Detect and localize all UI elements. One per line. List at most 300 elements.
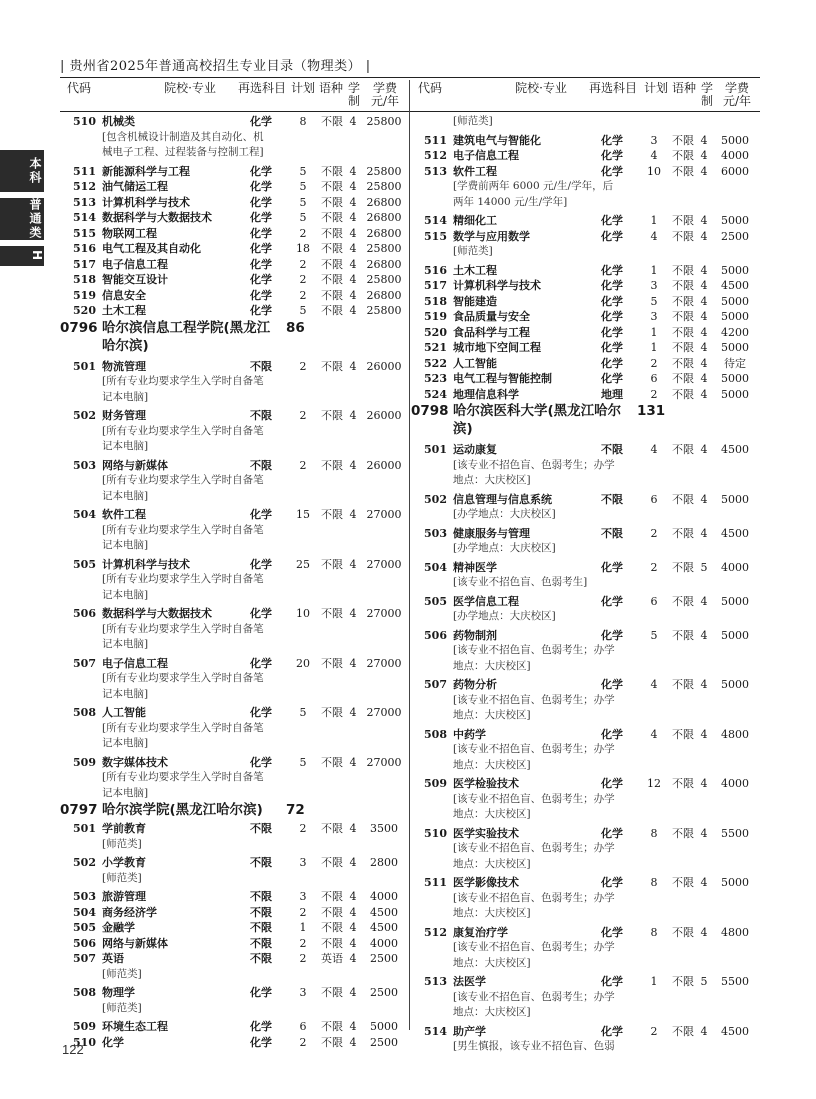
plan-count: 8 (650, 826, 658, 840)
major-note: 记本电脑] (102, 440, 149, 452)
major-row (411, 875, 760, 890)
plan-count: 1 (299, 921, 307, 934)
tuition-fee: 5000 (721, 387, 749, 401)
language: 不限 (672, 560, 694, 574)
major-name: 机械类 (102, 115, 135, 128)
col-school-major: 院校·专业 (515, 81, 567, 95)
required-subject: 化学 (601, 876, 623, 889)
years: 4 (349, 706, 357, 719)
language: 不限 (672, 628, 694, 642)
major-code: 516 (73, 242, 96, 255)
note-row (411, 1039, 760, 1054)
language: 不限 (672, 310, 694, 323)
major-name: 物联网工程 (102, 226, 157, 240)
language: 不限 (672, 975, 694, 988)
major-code: 501 (424, 443, 447, 456)
tuition-fee: 4000 (370, 936, 398, 950)
tuition-fee: 26800 (366, 211, 402, 224)
major-row (60, 1035, 408, 1050)
note-row (60, 1001, 408, 1016)
major-note: [所有专业均要求学生入学时自备笔 (102, 375, 264, 387)
language: 不限 (672, 356, 694, 370)
note-row (60, 967, 408, 982)
language: 不限 (321, 986, 343, 999)
major-name: 医学影像技术 (453, 876, 519, 889)
years: 5 (700, 975, 708, 988)
plan-count: 6 (650, 594, 658, 608)
plan-count: 5 (650, 628, 658, 642)
language: 不限 (321, 755, 343, 769)
major-note: [办学地点：大庆校区] (453, 508, 556, 520)
major-row (411, 594, 760, 609)
language: 不限 (672, 294, 694, 308)
major-name: 人工智能 (453, 356, 497, 370)
column-header-left (60, 80, 408, 110)
major-row (60, 705, 408, 720)
major-row (60, 359, 408, 374)
major-name: 财务管理 (102, 409, 146, 422)
note-row (411, 940, 760, 955)
plan-count: 1 (650, 214, 658, 227)
col-subject: 再选科目 (237, 81, 286, 95)
years: 4 (700, 492, 708, 506)
years: 4 (349, 921, 357, 934)
language: 不限 (672, 777, 694, 790)
major-name: 健康服务与管理 (453, 526, 530, 540)
major-name: 建筑电气与智能化 (453, 133, 541, 147)
language: 不限 (321, 921, 343, 934)
required-subject: 不限 (250, 890, 272, 903)
language: 不限 (672, 594, 694, 608)
page-number: 122 (62, 1042, 84, 1057)
years: 4 (349, 986, 357, 999)
note-row (60, 489, 408, 504)
plan-count: 25 (296, 557, 310, 571)
plan-count: 4 (650, 727, 658, 741)
required-subject: 不限 (250, 409, 272, 422)
plan-count: 2 (299, 905, 307, 919)
years: 4 (349, 359, 357, 373)
plan-count: 2 (299, 288, 307, 302)
tuition-fee: 5000 (721, 678, 749, 691)
required-subject: 化学 (601, 727, 623, 741)
note-row (411, 758, 760, 773)
major-name: 土木工程 (453, 263, 497, 277)
note-row (411, 841, 760, 856)
language: 不限 (672, 678, 694, 691)
major-note: [该专业不招色盲、色弱考生；办学 (453, 743, 615, 755)
language: 不限 (321, 905, 343, 919)
note-row (60, 572, 408, 587)
major-note: [包含机械设计制造及其自动化、机 (102, 130, 264, 143)
language: 不限 (321, 195, 343, 209)
note-row (411, 742, 760, 757)
language: 不限 (672, 341, 694, 354)
plan-count: 2 (650, 526, 658, 540)
major-row (411, 263, 760, 278)
language: 不限 (672, 149, 694, 162)
major-code: 505 (73, 557, 96, 571)
tuition-fee: 26000 (366, 458, 402, 472)
required-subject: 化学 (601, 1024, 623, 1038)
major-code: 520 (424, 325, 447, 339)
major-note: [该专业不招色盲、色弱考生；办学 (453, 990, 615, 1003)
note-row (411, 891, 760, 906)
major-row (411, 278, 760, 293)
major-row (411, 826, 760, 841)
years: 4 (349, 242, 357, 255)
required-subject: 化学 (601, 164, 623, 178)
major-note: [所有专业均要求学生入学时自备笔 (102, 523, 264, 536)
years: 4 (700, 372, 708, 385)
note-row (411, 179, 760, 194)
major-note: 地点：大庆校区] (453, 808, 531, 820)
col-years: 学 制 (347, 81, 360, 108)
major-note: 地点：大庆校区] (453, 474, 531, 486)
required-subject: 化学 (250, 242, 272, 255)
major-row (60, 226, 408, 241)
years: 4 (700, 133, 708, 147)
required-subject: 不限 (601, 526, 623, 540)
major-code: 506 (73, 936, 96, 950)
major-code: 506 (73, 607, 96, 620)
major-code: 524 (424, 387, 447, 401)
major-name: 药物制剂 (453, 628, 497, 642)
tuition-fee: 2500 (721, 229, 749, 243)
required-subject: 化学 (601, 133, 623, 147)
language: 不限 (672, 229, 694, 243)
major-name: 精细化工 (453, 214, 497, 227)
major-name: 中药学 (453, 727, 486, 741)
major-row (411, 213, 760, 228)
major-note: 地点：大庆校区] (453, 758, 531, 771)
major-name: 食品质量与安全 (453, 310, 530, 323)
major-row (60, 179, 408, 194)
required-subject: 化学 (601, 279, 623, 292)
language: 不限 (321, 936, 343, 950)
col-subject: 再选科目 (588, 81, 637, 95)
tuition-fee: 27000 (366, 706, 402, 719)
note-row (411, 708, 760, 723)
required-subject: 化学 (601, 263, 623, 277)
years: 4 (349, 890, 357, 903)
language: 不限 (321, 557, 343, 571)
required-subject: 化学 (601, 925, 623, 939)
tuition-fee: 4000 (370, 890, 398, 903)
years: 4 (700, 1024, 708, 1038)
col-lang: 语种 (671, 81, 696, 95)
major-row (411, 925, 760, 940)
plan-count: 2 (650, 1024, 658, 1038)
major-code: 507 (73, 656, 96, 670)
note-row (411, 990, 760, 1005)
major-row (411, 776, 760, 791)
major-code: 513 (73, 195, 96, 209)
major-row (411, 229, 760, 244)
tuition-fee: 4500 (721, 279, 749, 292)
major-row (411, 148, 760, 163)
plan-count: 2 (299, 822, 307, 835)
years: 4 (700, 678, 708, 691)
required-subject: 化学 (250, 1035, 272, 1049)
major-row (411, 371, 760, 386)
years: 4 (349, 211, 357, 224)
major-row (411, 1024, 760, 1039)
right-column (411, 114, 760, 1052)
major-name: 环境生态工程 (102, 1020, 168, 1033)
major-row (411, 325, 760, 340)
major-note: [该专业不招色盲、色弱考生；办学 (453, 941, 615, 953)
required-subject: 化学 (601, 229, 623, 243)
plan-count: 18 (296, 242, 310, 255)
note-row (60, 721, 408, 736)
note-row (60, 637, 408, 652)
major-row (411, 628, 760, 643)
tuition-fee: 25800 (366, 242, 402, 255)
major-code: 513 (424, 164, 447, 178)
years: 4 (349, 458, 357, 472)
note-row (411, 643, 760, 658)
major-row (60, 164, 408, 179)
required-subject: 不限 (250, 952, 272, 965)
note-row (60, 736, 408, 751)
years: 4 (349, 1020, 357, 1033)
language: 不限 (672, 876, 694, 889)
note-row (411, 659, 760, 674)
school-name-cont: 哈尔滨) (102, 337, 149, 354)
years: 4 (700, 826, 708, 840)
plan-count: 2 (299, 409, 307, 422)
tuition-fee: 5000 (370, 1020, 398, 1033)
tuition-fee: 27000 (366, 557, 402, 571)
language: 不限 (672, 214, 694, 227)
col-plan: 计划 (290, 81, 315, 95)
note-row (411, 195, 760, 210)
years: 4 (349, 905, 357, 919)
note-row (60, 837, 408, 852)
major-name: 英语 (102, 952, 124, 965)
school-code: 0798 (411, 403, 449, 419)
major-note: [该专业不招色盲、色弱考生；办学 (453, 693, 615, 706)
tuition-fee: 27000 (366, 508, 402, 521)
years: 4 (700, 356, 708, 370)
major-code: 503 (424, 526, 447, 540)
note-row (60, 671, 408, 686)
major-name: 旅游管理 (102, 890, 146, 903)
major-row (411, 309, 760, 324)
plan-count: 2 (299, 273, 307, 286)
plan-count: 8 (299, 115, 307, 128)
tuition-fee: 5000 (721, 263, 749, 277)
language: 不限 (672, 263, 694, 277)
major-code: 509 (73, 755, 96, 769)
major-code: 523 (424, 372, 447, 385)
language: 不限 (321, 273, 343, 286)
major-code: 510 (73, 115, 96, 128)
school-row (60, 320, 408, 335)
plan-count: 4 (650, 678, 658, 691)
major-name: 法医学 (453, 975, 486, 988)
major-row (411, 677, 760, 692)
major-code: 519 (424, 310, 447, 323)
tuition-fee: 26800 (366, 195, 402, 209)
language: 不限 (321, 180, 343, 193)
plan-count: 1 (650, 325, 658, 339)
note-row (411, 956, 760, 971)
major-code: 503 (73, 458, 96, 472)
major-code: 509 (424, 777, 447, 790)
tuition-fee: 26800 (366, 226, 402, 240)
required-subject: 不限 (250, 359, 272, 373)
required-subject: 化学 (601, 356, 623, 370)
major-name: 电气工程与智能控制 (453, 372, 552, 385)
major-row (60, 408, 408, 423)
years: 4 (349, 508, 357, 521)
note-row (411, 458, 760, 473)
required-subject: 化学 (601, 628, 623, 642)
language: 不限 (321, 211, 343, 224)
tuition-fee: 26000 (366, 409, 402, 422)
major-note: 记本电脑] (102, 539, 149, 551)
major-row (60, 210, 408, 225)
major-row (411, 133, 760, 148)
tuition-fee: 5000 (721, 876, 749, 889)
school-name: 哈尔滨医科大学(黑龙江哈尔 (453, 403, 622, 419)
required-subject: 化学 (250, 986, 272, 999)
major-code: 507 (424, 678, 447, 691)
language: 不限 (672, 1024, 694, 1038)
major-name: 精神医学 (453, 560, 497, 574)
plan-count: 6 (650, 492, 658, 506)
major-note: 记本电脑] (102, 737, 149, 749)
major-note: 两年 14000 元/生/学年] (453, 195, 568, 208)
years: 4 (700, 325, 708, 339)
major-note: [男生慎报，该专业不招色盲、色弱 (453, 1040, 615, 1052)
plan-count: 2 (299, 1035, 307, 1049)
years: 4 (700, 214, 708, 227)
required-subject: 化学 (250, 557, 272, 571)
major-name: 新能源科学与工程 (102, 164, 190, 178)
plan-count: 2 (299, 359, 307, 373)
school-code: 0796 (60, 319, 98, 336)
major-note: [师范类] (102, 967, 142, 980)
major-row (60, 855, 408, 870)
required-subject: 化学 (250, 656, 272, 670)
plan-count: 5 (299, 304, 307, 317)
major-name: 小学教育 (102, 856, 146, 869)
years: 4 (349, 164, 357, 178)
years: 4 (349, 755, 357, 769)
major-note: 记本电脑] (102, 489, 149, 502)
major-name: 金融学 (102, 921, 135, 934)
major-name: 电子信息工程 (453, 149, 519, 162)
language: 不限 (321, 304, 343, 317)
plan-count: 5 (299, 755, 307, 769)
plan-count: 6 (650, 372, 658, 385)
major-note: [师范类] (102, 837, 142, 850)
major-name: 医学检验技术 (453, 777, 519, 790)
major-code: 504 (73, 508, 96, 521)
major-note: [办学地点：大庆校区] (453, 610, 556, 622)
language: 英语 (321, 952, 343, 965)
plan-count: 4 (650, 443, 658, 456)
major-note: 地点：大庆校区] (453, 857, 531, 870)
side-tab-undergrad: 本科 (0, 150, 44, 192)
major-row (60, 257, 408, 272)
major-code: 514 (73, 211, 96, 224)
major-row (60, 985, 408, 1000)
tuition-fee: 2500 (370, 1035, 398, 1049)
major-name: 药物分析 (453, 678, 497, 691)
major-note: [所有专业均要求学生入学时自备笔 (102, 622, 264, 635)
plan-count: 8 (650, 876, 658, 889)
major-name: 食品科学与工程 (453, 325, 530, 339)
plan-count: 2 (650, 560, 658, 574)
school-name: 哈尔滨学院(黑龙江哈尔滨) (102, 802, 263, 818)
major-note: 地点：大庆校区] (453, 907, 531, 919)
major-note: 械电子工程、过程装备与控制工程] (102, 146, 264, 158)
major-note: [所有专业均要求学生入学时自备笔 (102, 721, 264, 734)
required-subject: 化学 (601, 149, 623, 162)
years: 4 (700, 387, 708, 401)
required-subject: 化学 (250, 508, 272, 521)
language: 不限 (321, 359, 343, 373)
note-row (60, 523, 408, 538)
column-header-rule (60, 111, 760, 112)
major-code: 505 (73, 921, 96, 934)
major-code: 512 (424, 925, 447, 939)
major-note: [该专业不招色盲、色弱考生；办学 (453, 792, 615, 805)
major-code: 511 (424, 133, 447, 147)
tuition-fee: 5000 (721, 294, 749, 308)
note-row (411, 507, 760, 522)
tuition-fee: 25800 (366, 180, 402, 193)
major-name: 物理学 (102, 986, 135, 999)
plan-count: 3 (650, 279, 658, 292)
major-name: 信息安全 (102, 288, 146, 302)
tuition-fee: 26800 (366, 257, 402, 271)
tuition-fee: 26800 (366, 288, 402, 302)
school-name-cont: 滨) (453, 421, 473, 437)
plan-count: 4 (650, 229, 658, 243)
required-subject: 化学 (250, 164, 272, 178)
major-code: 521 (424, 341, 447, 354)
years: 4 (349, 409, 357, 422)
note-row (60, 770, 408, 785)
major-row (411, 164, 760, 179)
years: 4 (700, 777, 708, 790)
required-subject: 地理 (601, 387, 623, 401)
plan-count: 8 (650, 925, 658, 939)
major-note: [办学地点：大庆校区] (453, 542, 556, 554)
tuition-fee: 5500 (721, 826, 749, 840)
major-note: [该专业不招色盲、色弱考生；办学 (453, 458, 615, 471)
major-row (60, 951, 408, 966)
col-fee: 学费 元/年 (722, 81, 752, 108)
major-code: 512 (73, 180, 96, 193)
note-row (60, 374, 408, 389)
required-subject: 化学 (601, 310, 623, 323)
major-code: 502 (73, 409, 96, 422)
language: 不限 (321, 822, 343, 835)
major-note: [该专业不招色盲、色弱考生；办学 (453, 842, 615, 854)
major-row (60, 114, 408, 129)
tuition-fee: 2500 (370, 986, 398, 999)
major-code: 504 (424, 560, 447, 574)
years: 4 (349, 1035, 357, 1049)
col-lang: 语种 (318, 81, 343, 95)
tuition-fee: 25800 (366, 115, 402, 128)
